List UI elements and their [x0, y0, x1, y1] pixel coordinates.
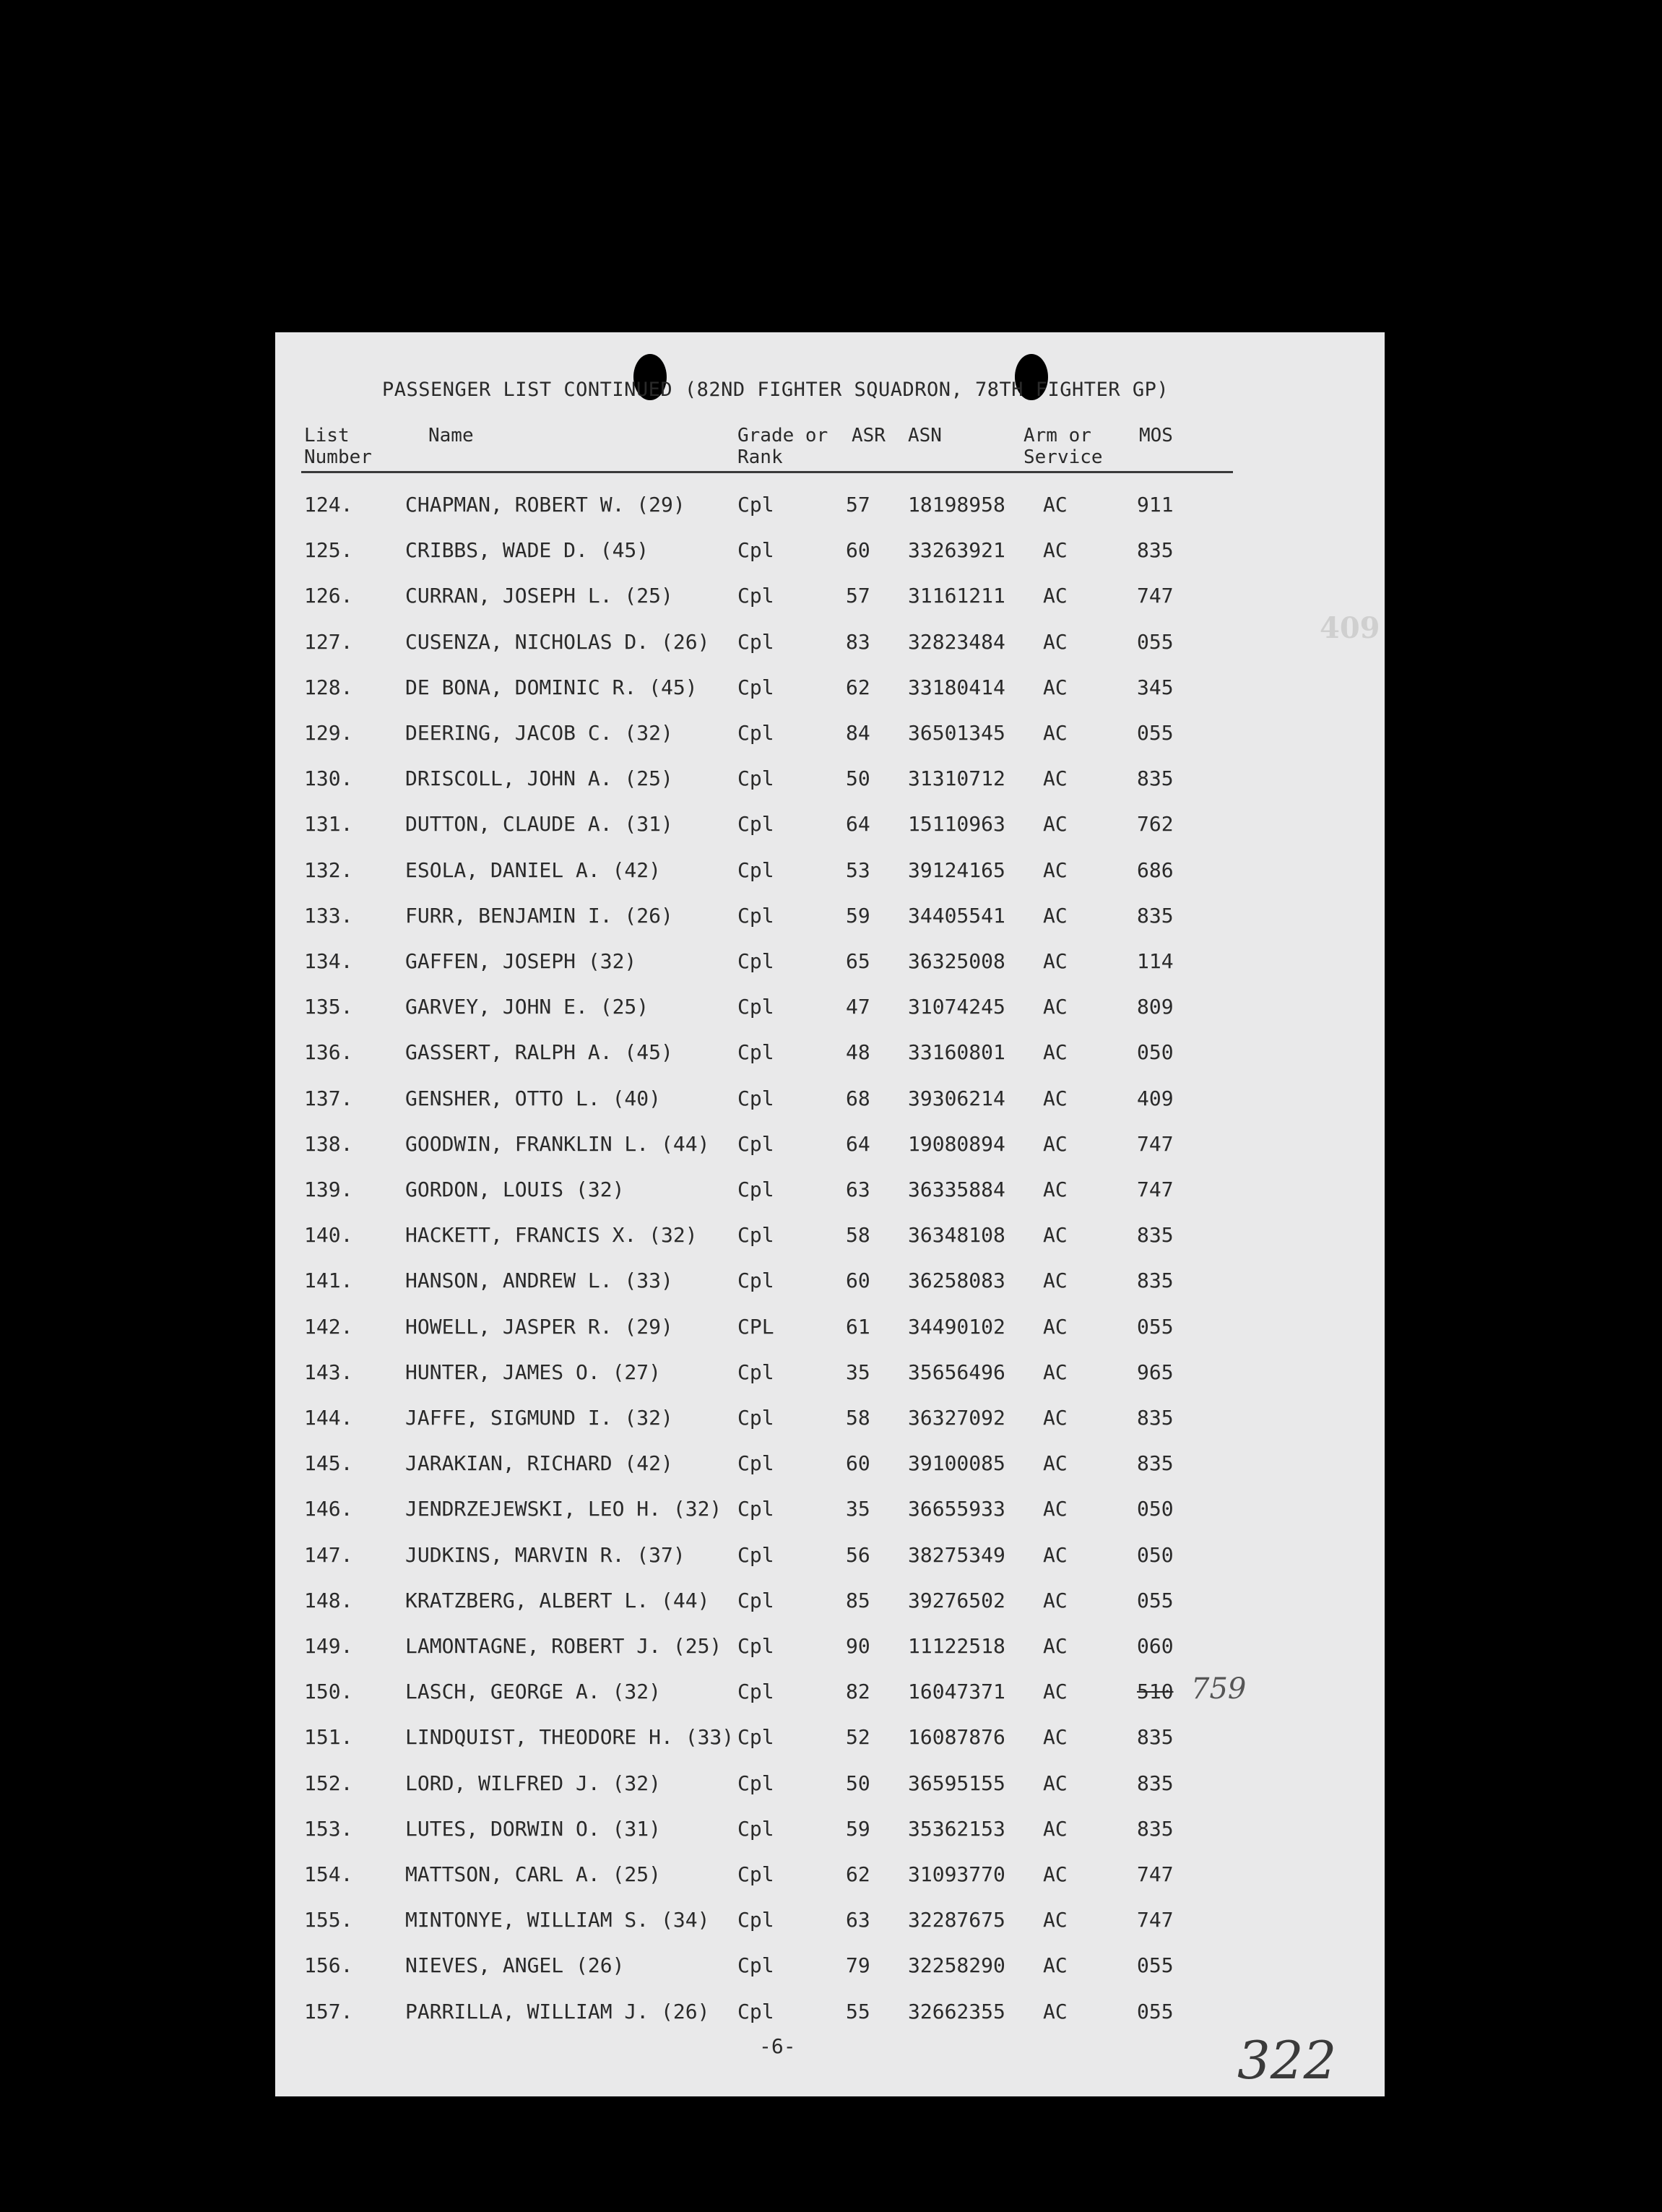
list-number: 146. [304, 1497, 353, 1521]
list-number: 142. [304, 1314, 353, 1339]
table-row [275, 812, 1385, 844]
asr: 63 [846, 1908, 870, 1932]
arm-or-service: AC [1043, 1542, 1068, 1567]
grade: Cpl [737, 584, 774, 608]
asn: 16047371 [908, 1680, 1005, 1704]
asr: 59 [846, 903, 870, 928]
mos: 114 [1137, 949, 1174, 973]
arm-or-service: AC [1043, 1999, 1068, 2023]
list-number: 152. [304, 1771, 353, 1795]
passenger-name: JARAKIAN, RICHARD (42) [405, 1451, 673, 1476]
asr: 56 [846, 1542, 870, 1567]
arm-or-service: AC [1043, 1040, 1068, 1065]
mos: 510 [1137, 1680, 1174, 1704]
arm-or-service: AC [1043, 1314, 1068, 1339]
list-number: 127. [304, 629, 353, 654]
table-row [275, 1451, 1385, 1483]
arm-or-service: AC [1043, 1634, 1068, 1658]
header-grade: Grade or Rank [737, 425, 828, 468]
asr: 85 [846, 1588, 870, 1612]
asr: 62 [846, 675, 870, 699]
list-number: 151. [304, 1725, 353, 1750]
table-row [275, 1771, 1385, 1803]
arm-or-service: AC [1043, 903, 1068, 928]
arm-or-service: AC [1043, 1086, 1068, 1110]
mos: 835 [1137, 766, 1174, 791]
asr: 35 [846, 1360, 870, 1384]
mos: 345 [1137, 675, 1174, 699]
asr: 60 [846, 1269, 870, 1293]
list-number: 124. [304, 493, 353, 517]
table-row [275, 1543, 1385, 1575]
mos: 055 [1137, 1588, 1174, 1612]
passenger-name: ESOLA, DANIEL A. (42) [405, 857, 662, 882]
mos: 055 [1137, 629, 1174, 654]
passenger-name: PARRILLA, WILLIAM J. (26) [405, 1999, 710, 2023]
asn: 33160801 [908, 1040, 1005, 1065]
asr: 90 [846, 1634, 870, 1658]
passenger-name: HANSON, ANDREW L. (33) [405, 1269, 673, 1293]
arm-or-service: AC [1043, 1269, 1068, 1293]
mos: 050 [1137, 1497, 1174, 1521]
passenger-name: CHAPMAN, ROBERT W. (29) [405, 493, 685, 517]
table-row [275, 584, 1385, 615]
table-row [275, 1223, 1385, 1255]
passenger-name: LINDQUIST, THEODORE H. (33) [405, 1725, 735, 1750]
passenger-name: JENDRZEJEWSKI, LEO H. (32) [405, 1497, 722, 1521]
mos: 055 [1137, 1953, 1174, 1978]
table-row [275, 949, 1385, 981]
table-row [275, 1908, 1385, 1940]
asr: 35 [846, 1497, 870, 1521]
asr: 64 [846, 812, 870, 837]
list-number: 138. [304, 1131, 353, 1156]
asn: 36501345 [908, 721, 1005, 745]
asr: 61 [846, 1314, 870, 1339]
arm-or-service: AC [1043, 675, 1068, 699]
mos: 050 [1137, 1040, 1174, 1065]
grade: Cpl [737, 1908, 774, 1932]
asn: 34405541 [908, 903, 1005, 928]
grade: Cpl [737, 1497, 774, 1521]
passenger-name: DRISCOLL, JOHN A. (25) [405, 766, 673, 791]
table-row [275, 1817, 1385, 1849]
table-row [275, 904, 1385, 936]
asr: 48 [846, 1040, 870, 1065]
asn: 15110963 [908, 812, 1005, 837]
asr: 58 [846, 1406, 870, 1430]
list-number: 139. [304, 1178, 353, 1201]
table-row [275, 675, 1385, 707]
table-row [275, 995, 1385, 1027]
table-row [275, 493, 1385, 524]
mos: 965 [1137, 1360, 1174, 1384]
passenger-name: DE BONA, DOMINIC R. (45) [405, 675, 698, 699]
list-number: 134. [304, 949, 353, 973]
asn: 39276502 [908, 1588, 1005, 1612]
list-number: 129. [304, 721, 353, 745]
table-row [275, 721, 1385, 753]
list-number: 143. [304, 1360, 353, 1384]
asr: 83 [846, 629, 870, 654]
asr: 68 [846, 1086, 870, 1110]
grade: Cpl [737, 1588, 774, 1612]
asn: 32287675 [908, 1908, 1005, 1932]
table-row [275, 1040, 1385, 1072]
list-number: 150. [304, 1680, 353, 1704]
arm-or-service: AC [1043, 812, 1068, 837]
list-number: 126. [304, 584, 353, 608]
side-stamp-number: 409 [1320, 611, 1380, 645]
passenger-name: GENSHER, OTTO L. (40) [405, 1086, 662, 1110]
list-number: 133. [304, 903, 353, 928]
arm-or-service: AC [1043, 1223, 1068, 1248]
grade: Cpl [737, 995, 774, 1019]
list-number: 153. [304, 1816, 353, 1841]
arm-or-service: AC [1043, 721, 1068, 745]
grade: Cpl [737, 675, 774, 699]
list-number: 157. [304, 1999, 353, 2023]
mos: 835 [1137, 538, 1174, 563]
asn: 36325008 [908, 949, 1005, 973]
list-number: 132. [304, 857, 353, 882]
grade: Cpl [737, 949, 774, 973]
header-asn: ASN [908, 425, 942, 446]
asr: 82 [846, 1680, 870, 1704]
asr: 57 [846, 493, 870, 517]
mos: 835 [1137, 1816, 1174, 1841]
asn: 31093770 [908, 1862, 1005, 1886]
asr: 79 [846, 1953, 870, 1978]
grade: Cpl [737, 629, 774, 654]
passenger-name: HACKETT, FRANCIS X. (32) [405, 1223, 698, 1248]
mos: 911 [1137, 493, 1174, 517]
asn: 32662355 [908, 1999, 1005, 2023]
header-arm-or-service: Arm or Service [1023, 425, 1103, 468]
header-list-number: List Number [304, 425, 372, 468]
asn: 36335884 [908, 1178, 1005, 1201]
passenger-name: KRATZBERG, ALBERT L. (44) [405, 1588, 710, 1612]
header-rule [301, 471, 1233, 473]
handwritten-page-number: 322 [1237, 2030, 1337, 2091]
grade: Cpl [737, 1131, 774, 1156]
asr: 64 [846, 1131, 870, 1156]
arm-or-service: AC [1043, 1953, 1068, 1978]
arm-or-service: AC [1043, 1725, 1068, 1750]
passenger-name: CURRAN, JOSEPH L. (25) [405, 584, 673, 608]
asn: 35656496 [908, 1360, 1005, 1384]
passenger-name: CUSENZA, NICHOLAS D. (26) [405, 629, 710, 654]
passenger-name: LAMONTAGNE, ROBERT J. (25) [405, 1634, 722, 1658]
grade: Cpl [737, 721, 774, 745]
asr: 60 [846, 1451, 870, 1476]
asn: 19080894 [908, 1131, 1005, 1156]
arm-or-service: AC [1043, 1131, 1068, 1156]
grade: Cpl [737, 766, 774, 791]
asr: 59 [846, 1816, 870, 1841]
table-row [275, 1862, 1385, 1894]
table-row [275, 858, 1385, 890]
list-number: 147. [304, 1542, 353, 1567]
grade: Cpl [737, 1040, 774, 1065]
grade: Cpl [737, 1725, 774, 1750]
passenger-name: DUTTON, CLAUDE A. (31) [405, 812, 673, 837]
list-number: 125. [304, 538, 353, 563]
passenger-name: MATTSON, CARL A. (25) [405, 1862, 662, 1886]
asn: 33180414 [908, 675, 1005, 699]
list-number: 154. [304, 1862, 353, 1886]
passenger-name: DEERING, JACOB C. (32) [405, 721, 673, 745]
asn: 16087876 [908, 1725, 1005, 1750]
mos: 050 [1137, 1542, 1174, 1567]
mos: 835 [1137, 1725, 1174, 1750]
table-row [275, 1178, 1385, 1209]
asn: 31161211 [908, 584, 1005, 608]
arm-or-service: AC [1043, 1588, 1068, 1612]
asr: 47 [846, 995, 870, 1019]
list-number: 137. [304, 1086, 353, 1110]
grade: Cpl [737, 1360, 774, 1384]
asn: 34490102 [908, 1314, 1005, 1339]
grade: Cpl [737, 857, 774, 882]
arm-or-service: AC [1043, 538, 1068, 563]
arm-or-service: AC [1043, 1771, 1068, 1795]
list-number: 144. [304, 1406, 353, 1430]
passenger-name: GASSERT, RALPH A. (45) [405, 1040, 673, 1065]
arm-or-service: AC [1043, 857, 1068, 882]
passenger-name: LASCH, GEORGE A. (32) [405, 1680, 662, 1704]
table-row [275, 1589, 1385, 1620]
mos: 060 [1137, 1634, 1174, 1658]
grade: Cpl [737, 1406, 774, 1430]
table-row [275, 538, 1385, 570]
asr: 53 [846, 857, 870, 882]
table-row [275, 1269, 1385, 1300]
grade: Cpl [737, 1680, 774, 1704]
asr: 52 [846, 1725, 870, 1750]
arm-or-service: AC [1043, 1680, 1068, 1704]
grade: Cpl [737, 1771, 774, 1795]
table-row [275, 1315, 1385, 1347]
arm-or-service: AC [1043, 1451, 1068, 1476]
asn: 11122518 [908, 1634, 1005, 1658]
passenger-name: GOODWIN, FRANKLIN L. (44) [405, 1131, 710, 1156]
asn: 33263921 [908, 538, 1005, 563]
arm-or-service: AC [1043, 949, 1068, 973]
asn: 36348108 [908, 1223, 1005, 1248]
mos: 747 [1137, 1862, 1174, 1886]
mos: 409 [1137, 1086, 1174, 1110]
asr: 50 [846, 1771, 870, 1795]
table-row [275, 1406, 1385, 1438]
table-row [275, 1086, 1385, 1118]
asn: 38275349 [908, 1542, 1005, 1567]
grade: Cpl [737, 1634, 774, 1658]
list-number: 136. [304, 1040, 353, 1065]
mos: 835 [1137, 903, 1174, 928]
passenger-name: CRIBBS, WADE D. (45) [405, 538, 649, 563]
asr: 60 [846, 538, 870, 563]
table-row [275, 1497, 1385, 1529]
asn: 36258083 [908, 1269, 1005, 1293]
asr: 50 [846, 766, 870, 791]
arm-or-service: AC [1043, 1862, 1068, 1886]
passenger-name: LUTES, DORWIN O. (31) [405, 1816, 662, 1841]
mos: 809 [1137, 995, 1174, 1019]
list-number: 130. [304, 766, 353, 791]
asn: 39124165 [908, 857, 1005, 882]
asr: 55 [846, 1999, 870, 2023]
asr: 84 [846, 721, 870, 745]
asn: 18198958 [908, 493, 1005, 517]
grade: Cpl [737, 1999, 774, 2023]
table-row [275, 766, 1385, 798]
asn: 31310712 [908, 766, 1005, 791]
mos: 055 [1137, 721, 1174, 745]
mos: 835 [1137, 1269, 1174, 1293]
header-asr: ASR [852, 425, 886, 446]
grade: Cpl [737, 1451, 774, 1476]
grade: Cpl [737, 1269, 774, 1293]
list-number: 140. [304, 1223, 353, 1248]
grade: Cpl [737, 903, 774, 928]
arm-or-service: AC [1043, 1497, 1068, 1521]
mos: 686 [1137, 857, 1174, 882]
asr: 57 [846, 584, 870, 608]
document-title: PASSENGER LIST CONTINUED (82ND FIGHTER SQUADRON, 78TH FIGHTER GP) [382, 379, 1169, 401]
grade: Cpl [737, 1862, 774, 1886]
mos: 835 [1137, 1406, 1174, 1430]
grade: Cpl [737, 1223, 774, 1248]
grade: Cpl [737, 538, 774, 563]
grade: Cpl [737, 1178, 774, 1201]
list-number: 145. [304, 1451, 353, 1476]
page-footer: -6- [759, 2034, 796, 2058]
arm-or-service: AC [1043, 1178, 1068, 1201]
asn: 36595155 [908, 1771, 1005, 1795]
mos: 747 [1137, 1131, 1174, 1156]
table-row [275, 630, 1385, 662]
asr: 62 [846, 1862, 870, 1886]
mos: 762 [1137, 812, 1174, 837]
passenger-name: NIEVES, ANGEL (26) [405, 1953, 625, 1978]
mos: 055 [1137, 1314, 1174, 1339]
table-row [275, 1953, 1385, 1985]
document-page [275, 332, 1385, 2096]
passenger-name: JUDKINS, MARVIN R. (37) [405, 1542, 685, 1567]
arm-or-service: AC [1043, 995, 1068, 1019]
table-row [275, 2000, 1385, 2031]
table-row [275, 1360, 1385, 1392]
passenger-name: FURR, BENJAMIN I. (26) [405, 903, 673, 928]
passenger-name: GAFFEN, JOSEPH (32) [405, 949, 637, 973]
grade: Cpl [737, 1086, 774, 1110]
header-mos: MOS [1139, 425, 1173, 446]
asn: 32258290 [908, 1953, 1005, 1978]
arm-or-service: AC [1043, 493, 1068, 517]
asn: 36327092 [908, 1406, 1005, 1430]
table-row [275, 1672, 1385, 1711]
list-number: 148. [304, 1588, 353, 1612]
list-number: 135. [304, 995, 353, 1019]
grade: Cpl [737, 812, 774, 837]
list-number: 141. [304, 1269, 353, 1293]
mos: 747 [1137, 1178, 1174, 1201]
asr: 58 [846, 1223, 870, 1248]
header-name: Name [428, 425, 474, 446]
passenger-name: HOWELL, JASPER R. (29) [405, 1314, 673, 1339]
asn: 35362153 [908, 1816, 1005, 1841]
arm-or-service: AC [1043, 1816, 1068, 1841]
arm-or-service: AC [1043, 584, 1068, 608]
mos: 747 [1137, 584, 1174, 608]
passenger-name: JAFFE, SIGMUND I. (32) [405, 1406, 673, 1430]
handwritten-mos-correction: 759 [1191, 1672, 1247, 1706]
table-row [275, 1132, 1385, 1164]
asn: 39100085 [908, 1451, 1005, 1476]
arm-or-service: AC [1043, 766, 1068, 791]
list-number: 156. [304, 1953, 353, 1978]
list-number: 131. [304, 812, 353, 837]
grade: Cpl [737, 1816, 774, 1841]
table-row [275, 1634, 1385, 1666]
table-row [275, 1725, 1385, 1757]
passenger-name: GARVEY, JOHN E. (25) [405, 995, 649, 1019]
grade: Cpl [737, 1542, 774, 1567]
list-number: 149. [304, 1634, 353, 1658]
asn: 31074245 [908, 995, 1005, 1019]
asr: 63 [846, 1178, 870, 1201]
mos: 055 [1137, 1999, 1174, 2023]
asn: 32823484 [908, 629, 1005, 654]
arm-or-service: AC [1043, 1406, 1068, 1430]
arm-or-service: AC [1043, 1908, 1068, 1932]
grade: Cpl [737, 493, 774, 517]
list-number: 155. [304, 1908, 353, 1932]
asn: 36655933 [908, 1497, 1005, 1521]
asn: 39306214 [908, 1086, 1005, 1110]
mos: 835 [1137, 1223, 1174, 1248]
asr: 65 [846, 949, 870, 973]
mos: 747 [1137, 1908, 1174, 1932]
arm-or-service: AC [1043, 1360, 1068, 1384]
passenger-name: MINTONYE, WILLIAM S. (34) [405, 1908, 710, 1932]
mos: 835 [1137, 1771, 1174, 1795]
passenger-name: HUNTER, JAMES O. (27) [405, 1360, 662, 1384]
grade: CPL [737, 1314, 774, 1339]
mos: 835 [1137, 1451, 1174, 1476]
grade: Cpl [737, 1953, 774, 1978]
arm-or-service: AC [1043, 629, 1068, 654]
list-number: 128. [304, 675, 353, 699]
passenger-name: GORDON, LOUIS (32) [405, 1178, 625, 1201]
passenger-name: LORD, WILFRED J. (32) [405, 1771, 662, 1795]
